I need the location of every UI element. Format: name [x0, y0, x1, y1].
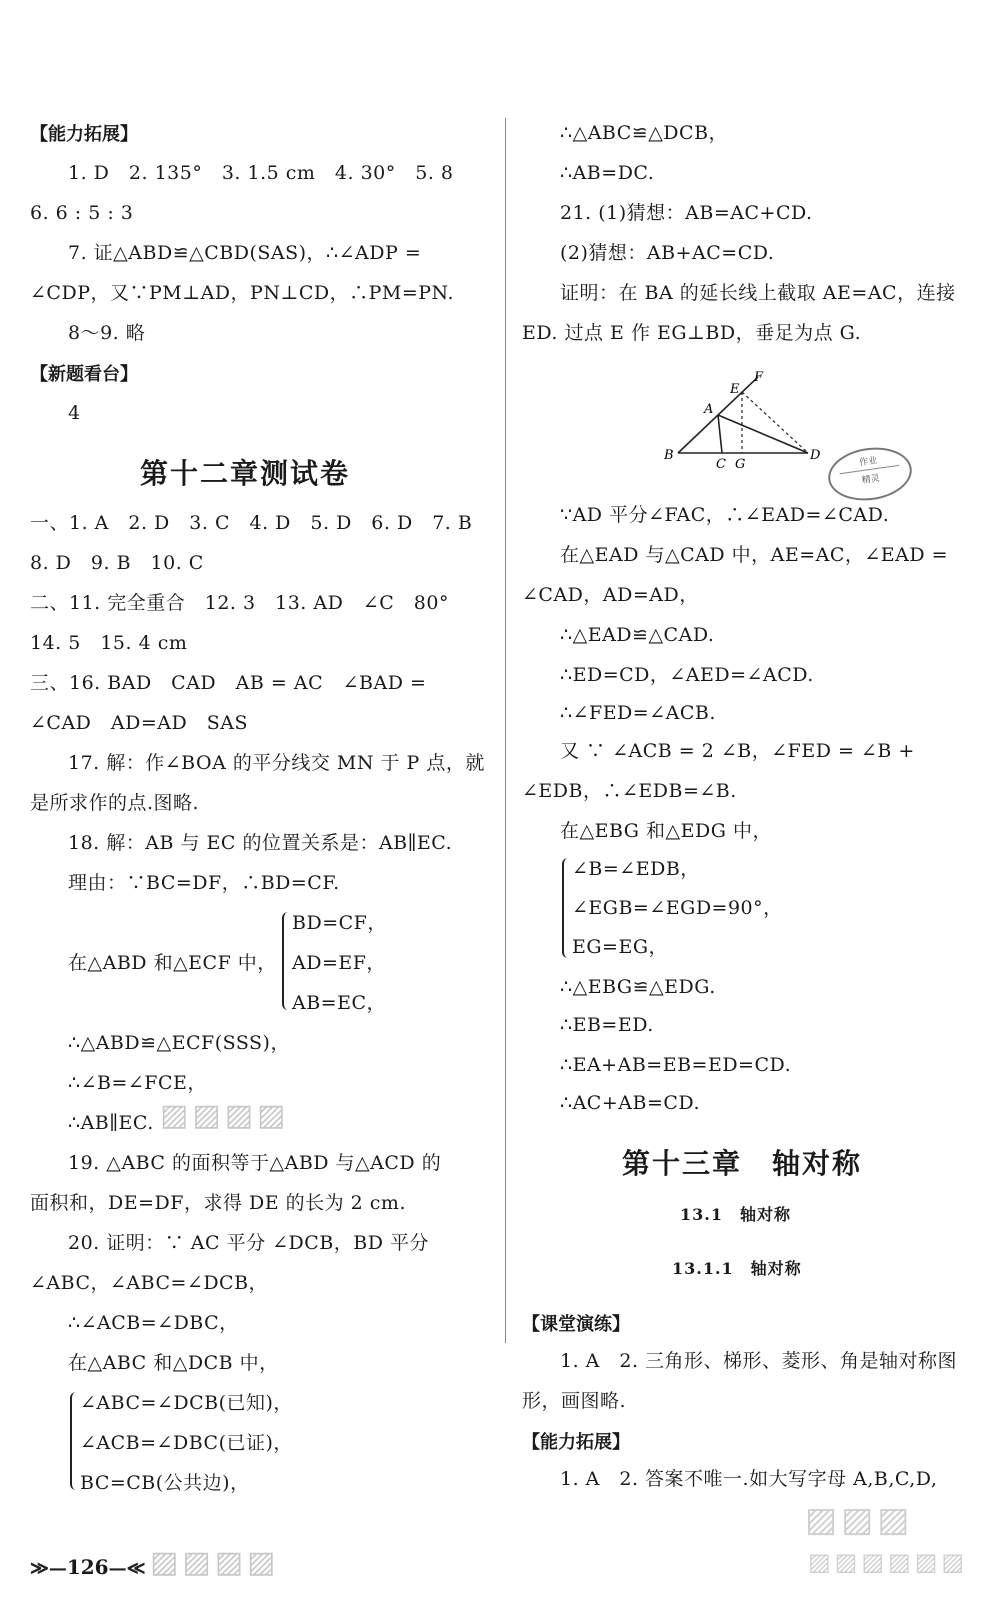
- section-heading-ability: 【能力拓展】: [522, 1432, 630, 1453]
- brace: [282, 912, 290, 1010]
- answer-line: AB=EC，: [292, 992, 387, 1014]
- answer-line: 8～9. 略: [68, 322, 146, 344]
- point-label: C: [716, 457, 726, 472]
- answer-line: ∴AB=DC.: [560, 162, 655, 184]
- answer-line: 在△EAD 与△CAD 中，AE=AC，∠EAD =: [560, 544, 949, 566]
- answer-line: 19. △ABC 的面积等于△ABD 与△ACD 的: [68, 1152, 442, 1174]
- point-label: F: [754, 370, 764, 385]
- answer-line: ∴∠ACB=∠DBC，: [68, 1312, 239, 1334]
- watermark: ▨▨▨▨: [160, 1098, 290, 1133]
- answer-line: 8. D 9. B 10. C: [30, 552, 204, 574]
- answer-line: 1. A 2. 答案不唯一.如大写字母 A,B,C,D,: [560, 1468, 938, 1490]
- answer-line: ∠ACB=∠DBC(已证)，: [80, 1432, 293, 1454]
- answer-line: ∴AC+AB=CD.: [560, 1092, 701, 1114]
- answer-line: ∴AB∥EC.: [68, 1112, 154, 1134]
- chapter-title: 第十三章 轴对称: [622, 1147, 863, 1180]
- answer-line: ∴△ABD≌△ECF(SSS)，: [68, 1032, 290, 1054]
- watermark-logo: ▨▨▨▨▨▨: [808, 1548, 969, 1576]
- answer-line: ∠CDP，又∵PM⊥AD，PN⊥CD，∴PM=PN.: [30, 282, 454, 304]
- answer-line: ∴△ABC≌△DCB，: [560, 122, 729, 144]
- stamp: 作业 精灵: [825, 442, 915, 505]
- answer-line: 又 ∵ ∠ACB = 2 ∠B，∠FED = ∠B +: [560, 740, 915, 762]
- section-heading-new: 【新题看台】: [30, 364, 138, 385]
- answer-line: 三、16. BAD CAD AB = AC ∠BAD =: [30, 672, 427, 694]
- answer-line: BC=CB(公共边)，: [80, 1472, 250, 1494]
- point-label: E: [730, 382, 740, 397]
- point-label: B: [664, 448, 674, 463]
- answer-line: ∴∠FED=∠ACB.: [560, 702, 716, 724]
- answer-line: ∠B=∠EDB，: [572, 858, 700, 880]
- section-heading-ability: 【能力拓展】: [30, 124, 138, 145]
- answer-line: 形，画图略.: [522, 1390, 627, 1412]
- answer-line: ∴EB=ED.: [560, 1014, 654, 1036]
- point-label: A: [704, 402, 714, 417]
- answer-line: ∠CAD AD=AD SAS: [30, 712, 248, 734]
- answer-line: ∴EA+AB=EB=ED=CD.: [560, 1054, 792, 1076]
- point-label: G: [735, 457, 746, 472]
- ornament-right-icon: —≪: [108, 1558, 146, 1579]
- watermark-logo: ▨▨▨: [805, 1500, 914, 1540]
- section-heading-class: 【课堂演练】: [522, 1314, 630, 1335]
- answer-line: ∠ABC，∠ABC=∠DCB，: [30, 1272, 269, 1294]
- answer-line: 7. 证△ABD≌△CBD(SAS)，∴∠ADP =: [68, 242, 422, 264]
- subsection-title: 13.1.1 轴对称: [672, 1259, 802, 1278]
- geometry-figure: [650, 365, 850, 475]
- answer-line: ∠CAD，AD=AD，: [522, 584, 699, 606]
- answer-line: ∴△EBG≌△EDG.: [560, 976, 716, 998]
- answer-line: ∴ED=CD，∠AED=∠ACD.: [560, 664, 814, 686]
- page-number: ≫—126—≪: [30, 1555, 146, 1579]
- answer-line: 在△ABD 和△ECF 中，: [68, 952, 277, 974]
- answer-line: AD=EF，: [292, 952, 386, 974]
- chapter-test-title: 第十二章测试卷: [140, 457, 351, 490]
- answer-line: ∠ABC=∠DCB(已知)，: [80, 1392, 293, 1414]
- answer-line: ∵AD 平分∠FAC，∴∠EAD=∠CAD.: [560, 504, 890, 526]
- watermark: ▨▨▨▨: [150, 1545, 280, 1580]
- section-title: 13.1 轴对称: [680, 1205, 791, 1224]
- answer-line: ∴△EAD≌△CAD.: [560, 624, 715, 646]
- answer-line: 1. D 2. 135° 3. 1.5 cm 4. 30° 5. 8: [68, 162, 454, 184]
- answer-line: 21. (1)猜想：AB=AC+CD.: [560, 202, 813, 224]
- answer-line: 证明：在 BA 的延长线上截取 AE=AC，连接: [560, 282, 956, 304]
- answer-line: 20. 证明：∵ AC 平分 ∠DCB，BD 平分: [68, 1232, 430, 1254]
- answer-line: (2)猜想：AB+AC=CD.: [560, 242, 775, 264]
- answer-line: 18. 解：AB 与 EC 的位置关系是：AB∥EC.: [68, 832, 453, 854]
- answer-line: 是所求作的点.图略.: [30, 792, 200, 814]
- answer-line: BD=CF，: [292, 912, 387, 934]
- answer-line: 14. 5 15. 4 cm: [30, 632, 188, 654]
- answer-line: 理由：∵BC=DF，∴BD=CF.: [68, 872, 340, 894]
- answer-line: 6. 6 : 5 : 3: [30, 202, 134, 224]
- answer-line: ∠EDB，∴∠EDB=∠B.: [522, 780, 737, 802]
- column-divider: [505, 118, 506, 1343]
- answer-line: ∴∠B=∠FCE，: [68, 1072, 207, 1094]
- answer-line: 二、11. 完全重合 12. 3 13. AD ∠C 80°: [30, 592, 449, 614]
- ornament-left-icon: ≫—: [30, 1558, 67, 1579]
- answer-line: ED. 过点 E 作 EG⊥BD，垂足为点 G.: [522, 322, 862, 344]
- brace: [70, 1392, 78, 1490]
- answer-line: 在△ABC 和△DCB 中，: [68, 1352, 279, 1374]
- answer-line: 一、1. A 2. D 3. C 4. D 5. D 6. D 7. B: [30, 512, 473, 534]
- answer-line: 1. A 2. 三角形、梯形、菱形、角是轴对称图: [560, 1350, 958, 1372]
- answer-line: EG=EG，: [572, 936, 669, 958]
- answer-line: ∠EGB=∠EGD=90°，: [572, 897, 783, 919]
- answer-line: 在△EBG 和△EDG 中，: [560, 820, 772, 842]
- point-label: D: [810, 448, 821, 463]
- answer-line: 17. 解：作∠BOA 的平分线交 MN 于 P 点，就: [68, 752, 485, 774]
- answer-line: 4: [68, 402, 81, 424]
- answer-line: 面积和，DE=DF，求得 DE 的长为 2 cm.: [30, 1192, 406, 1214]
- brace: [562, 858, 570, 958]
